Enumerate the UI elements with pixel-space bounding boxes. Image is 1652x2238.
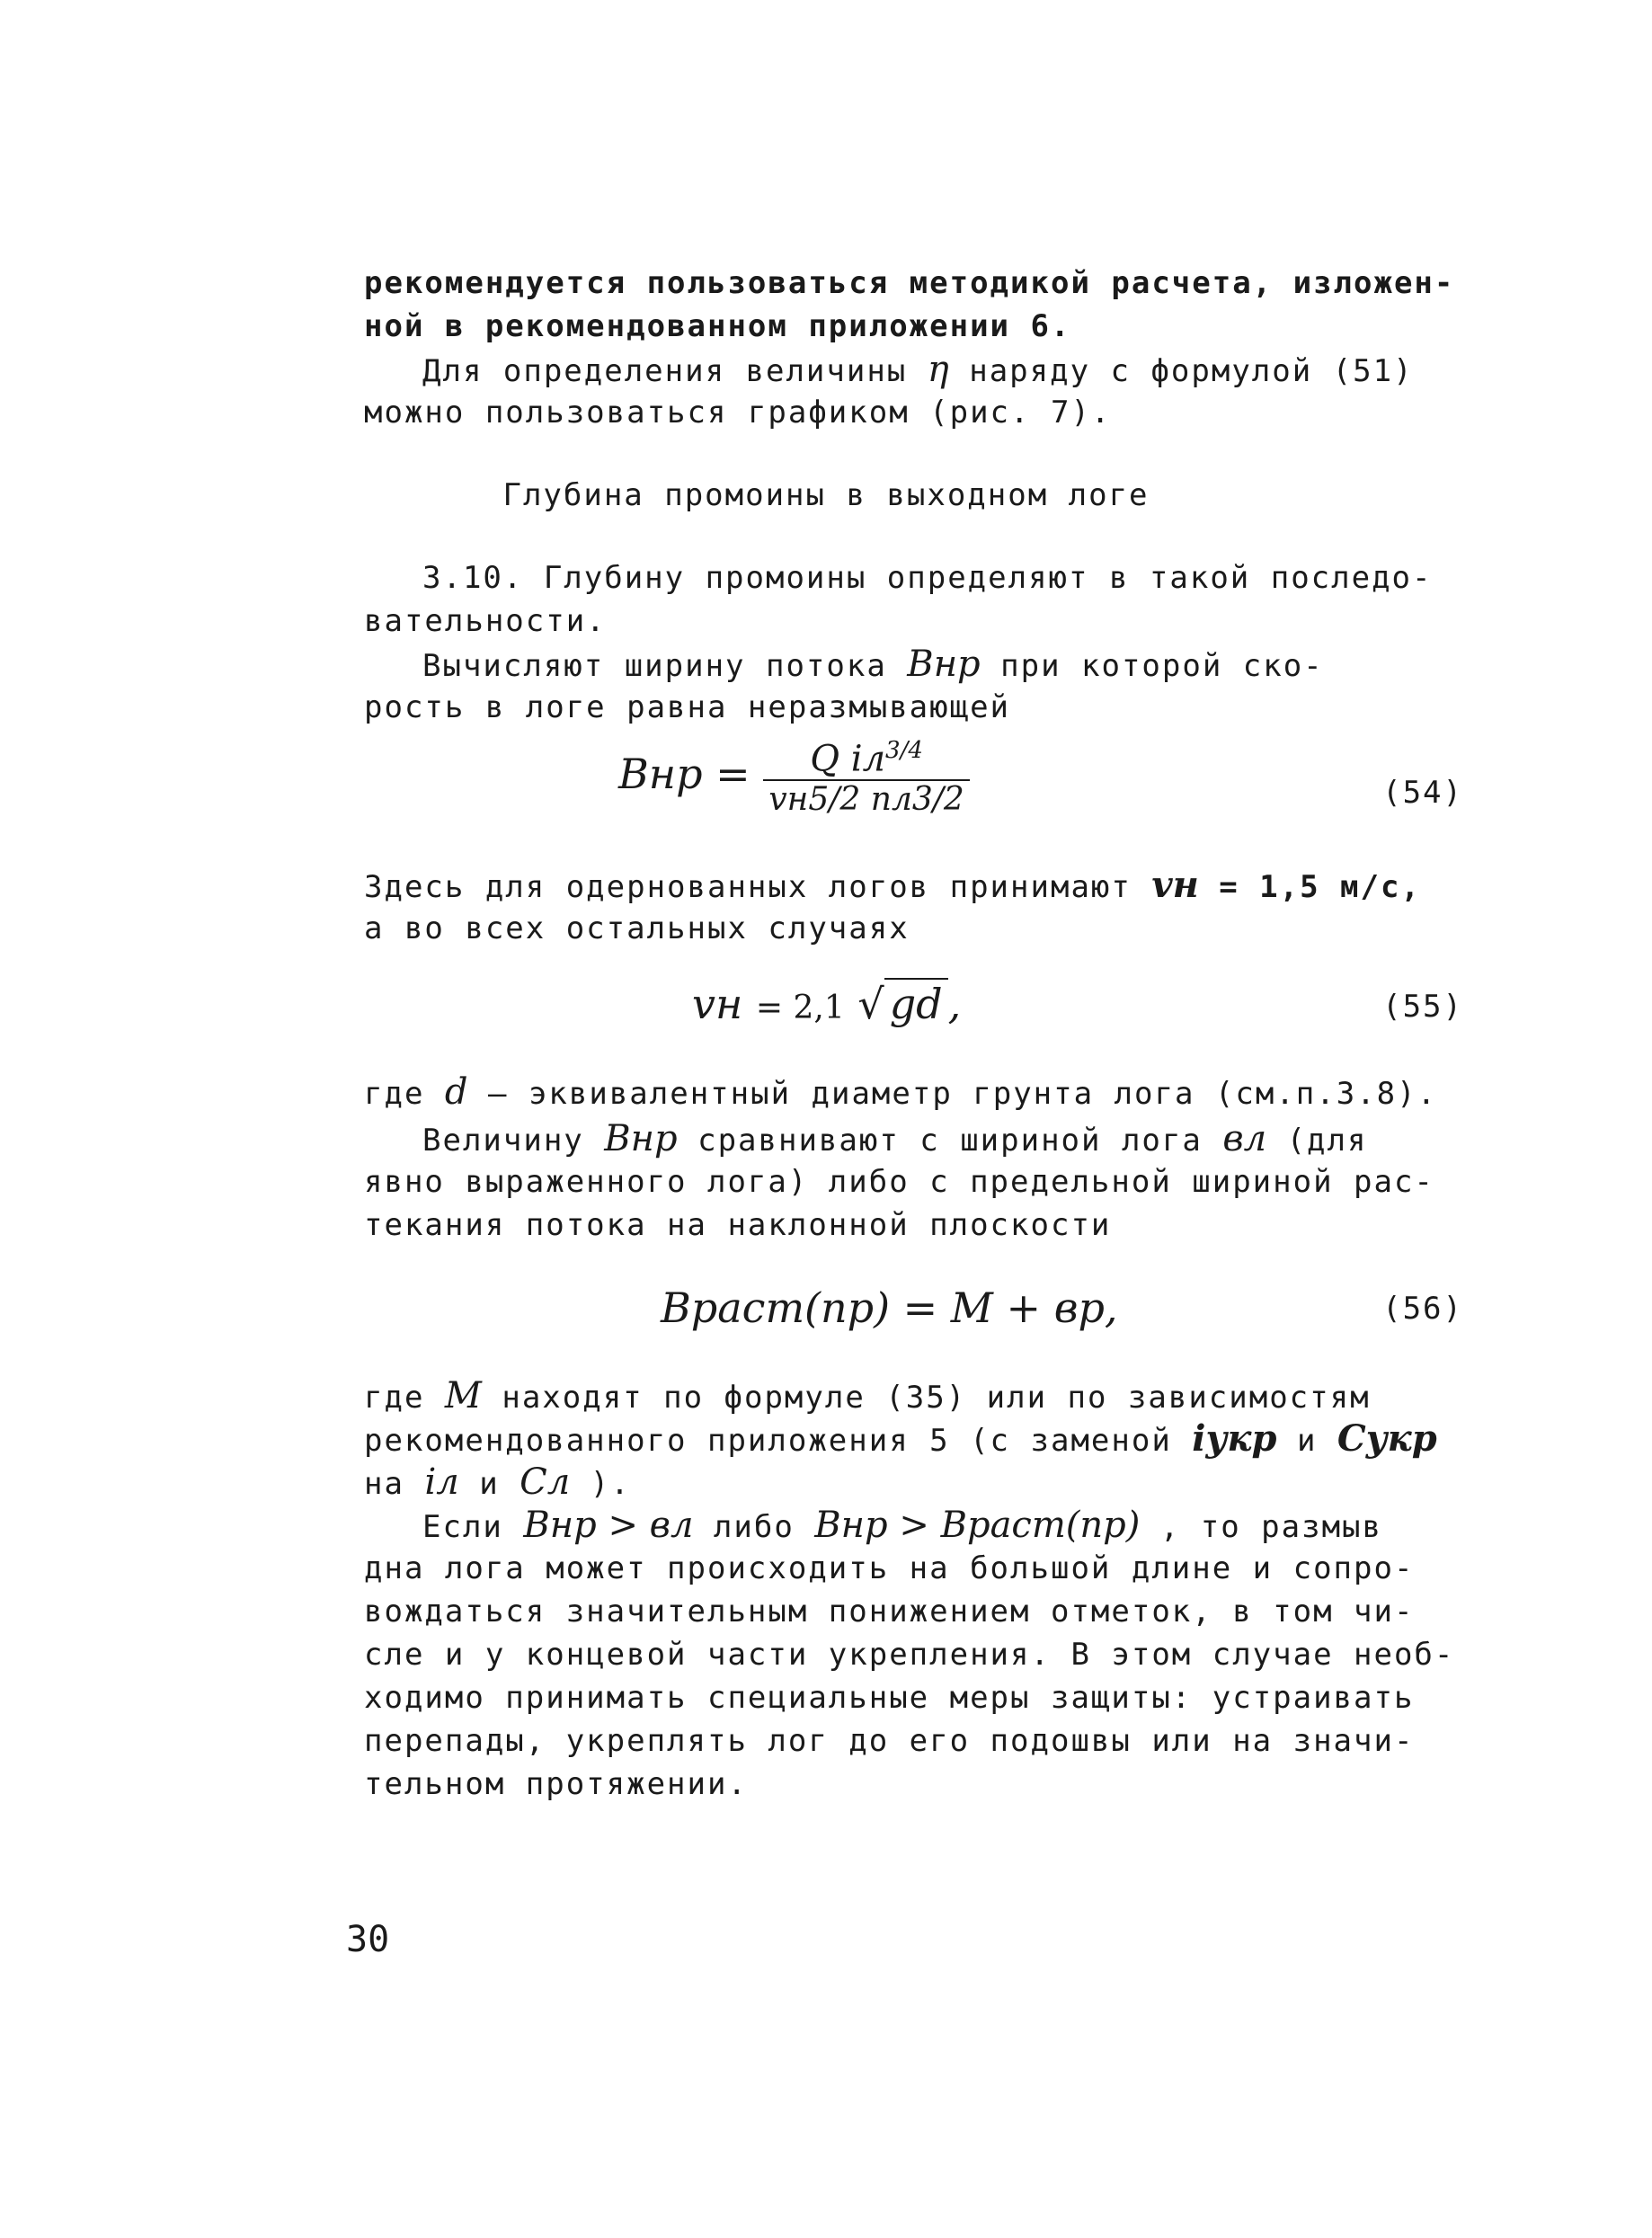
text-fragment: Если: [422, 1509, 503, 1545]
text-fragment: наряду с формулой (51): [969, 353, 1414, 389]
formula-56: Враст(пр) = M + вр,: [661, 1283, 1118, 1332]
sqrt-sign: √: [857, 980, 884, 1028]
text-fragment: = 1,5 м/с,: [1219, 869, 1421, 905]
symbol-cl: Cл: [520, 1461, 571, 1503]
symbol-m: M: [444, 1375, 482, 1417]
text-fragment: Вычисляют ширину потока: [422, 648, 887, 684]
text-line-8: рость в логе равна неразмывающей: [364, 689, 1011, 725]
text-line-1: рекомендуется пользоваться методикой расчета, изложен-: [364, 265, 1455, 301]
text-fragment: Здесь для одернованных логов принимают: [364, 869, 1132, 905]
text-fragment: находят по формуле (35) или по зависимостям: [502, 1380, 1371, 1416]
text-fragment: Для определения величины: [422, 353, 908, 389]
text-line-12: [422, 1118, 1367, 1161]
text-line-13: явно выраженного лога) либо с предельной шириной рас-: [364, 1164, 1434, 1200]
text-line-22: ходимо принимать специальные меры защиты: устраивать: [364, 1680, 1415, 1716]
text-line-2: ной в рекомендованном приложении 6.: [364, 308, 1071, 344]
page-number: 30: [346, 1919, 390, 1960]
text-line-20: вождаться значительным понижением отметок, в том чи-: [364, 1594, 1415, 1630]
text-fragment: – эквивалентный диаметр грунта лога (см.п.3.8).: [488, 1076, 1438, 1112]
formula-fraction: [763, 737, 969, 818]
text-line-24: тельном протяжении.: [364, 1766, 748, 1802]
text-line-18: [422, 1505, 1382, 1548]
formula-denominator: vн5/2 nл3/2: [768, 781, 964, 819]
text-line-21: сле и у концевой части укрепления. В этом случае необ-: [364, 1637, 1455, 1673]
symbol-condition-1: Внр > вл: [523, 1505, 694, 1546]
numerator-exponent: 3/4: [885, 737, 923, 764]
text-line-9: [364, 865, 1421, 908]
symbol-cukr: Cукр: [1337, 1417, 1437, 1460]
text-line-7: [422, 644, 1324, 687]
symbol-iukr: iукр: [1192, 1417, 1277, 1460]
formula-lhs: vн: [692, 980, 743, 1028]
formula-lhs: Bнр =: [618, 750, 751, 799]
text-line-15: [364, 1375, 1371, 1418]
text-fragment: где: [364, 1380, 425, 1416]
text-line-4: можно пользоваться графиком (рис. 7).: [364, 395, 1112, 431]
symbol-d: d: [444, 1071, 468, 1113]
formula-54: [618, 737, 970, 818]
text-line-10: а во всех остальных случаях: [364, 910, 910, 946]
equation-number-54: (54): [1382, 775, 1463, 811]
text-line-3: [422, 349, 1414, 392]
text-line-14: текания потока на наклонной плоскости: [364, 1207, 1112, 1243]
symbol-vn: vн: [1151, 864, 1199, 906]
equation-number-55: (55): [1382, 989, 1463, 1025]
text-fragment: сравнивают с шириной лога: [697, 1123, 1203, 1159]
text-fragment: на: [364, 1466, 404, 1502]
formula-coefficient: = 2,1: [755, 990, 845, 1026]
text-fragment: Величину: [422, 1123, 584, 1159]
text-fragment: при которой ско-: [1000, 648, 1324, 684]
text-fragment: либо: [713, 1509, 795, 1545]
text-fragment: рекомендованного приложения 5 (с заменой: [364, 1423, 1172, 1459]
symbol-il: iл: [424, 1461, 459, 1503]
text-fragment: (для: [1286, 1123, 1368, 1159]
text-line-11: [364, 1071, 1437, 1115]
section-heading: Глубина промоины в выходном логе: [502, 477, 1150, 513]
symbol-bnr: Внр: [604, 1118, 678, 1159]
formula-55: vн = 2,1 √ gd ,: [692, 980, 962, 1028]
symbol-bnr: Внр: [907, 644, 981, 685]
text-fragment: , то размыв: [1159, 1509, 1382, 1545]
text-line-5: 3.10. Глубину промоины определяют в такой последо-: [422, 560, 1433, 596]
numerator-text: Q iл: [810, 738, 886, 780]
symbol-bl: вл: [1222, 1118, 1267, 1159]
text-fragment: и: [1296, 1423, 1318, 1459]
text-line-16: [364, 1418, 1437, 1461]
text-line-19: дна лога может происходить на большой длине и сопро-: [364, 1550, 1415, 1586]
symbol-condition-2: Внр > Враст(пр): [814, 1505, 1141, 1546]
sqrt-radicand: gd: [884, 978, 948, 1028]
symbol-eta: η: [927, 349, 949, 390]
text-fragment: и: [479, 1466, 500, 1502]
text-line-17: [364, 1461, 631, 1505]
text-fragment: где: [364, 1076, 425, 1112]
text-line-23: перепады, укреплять лог до его подошвы или на значи-: [364, 1723, 1415, 1759]
formula-numerator: [763, 737, 969, 781]
text-line-6: вательности.: [364, 603, 607, 639]
equation-number-56: (56): [1382, 1291, 1463, 1327]
text-fragment: ).: [590, 1466, 631, 1502]
